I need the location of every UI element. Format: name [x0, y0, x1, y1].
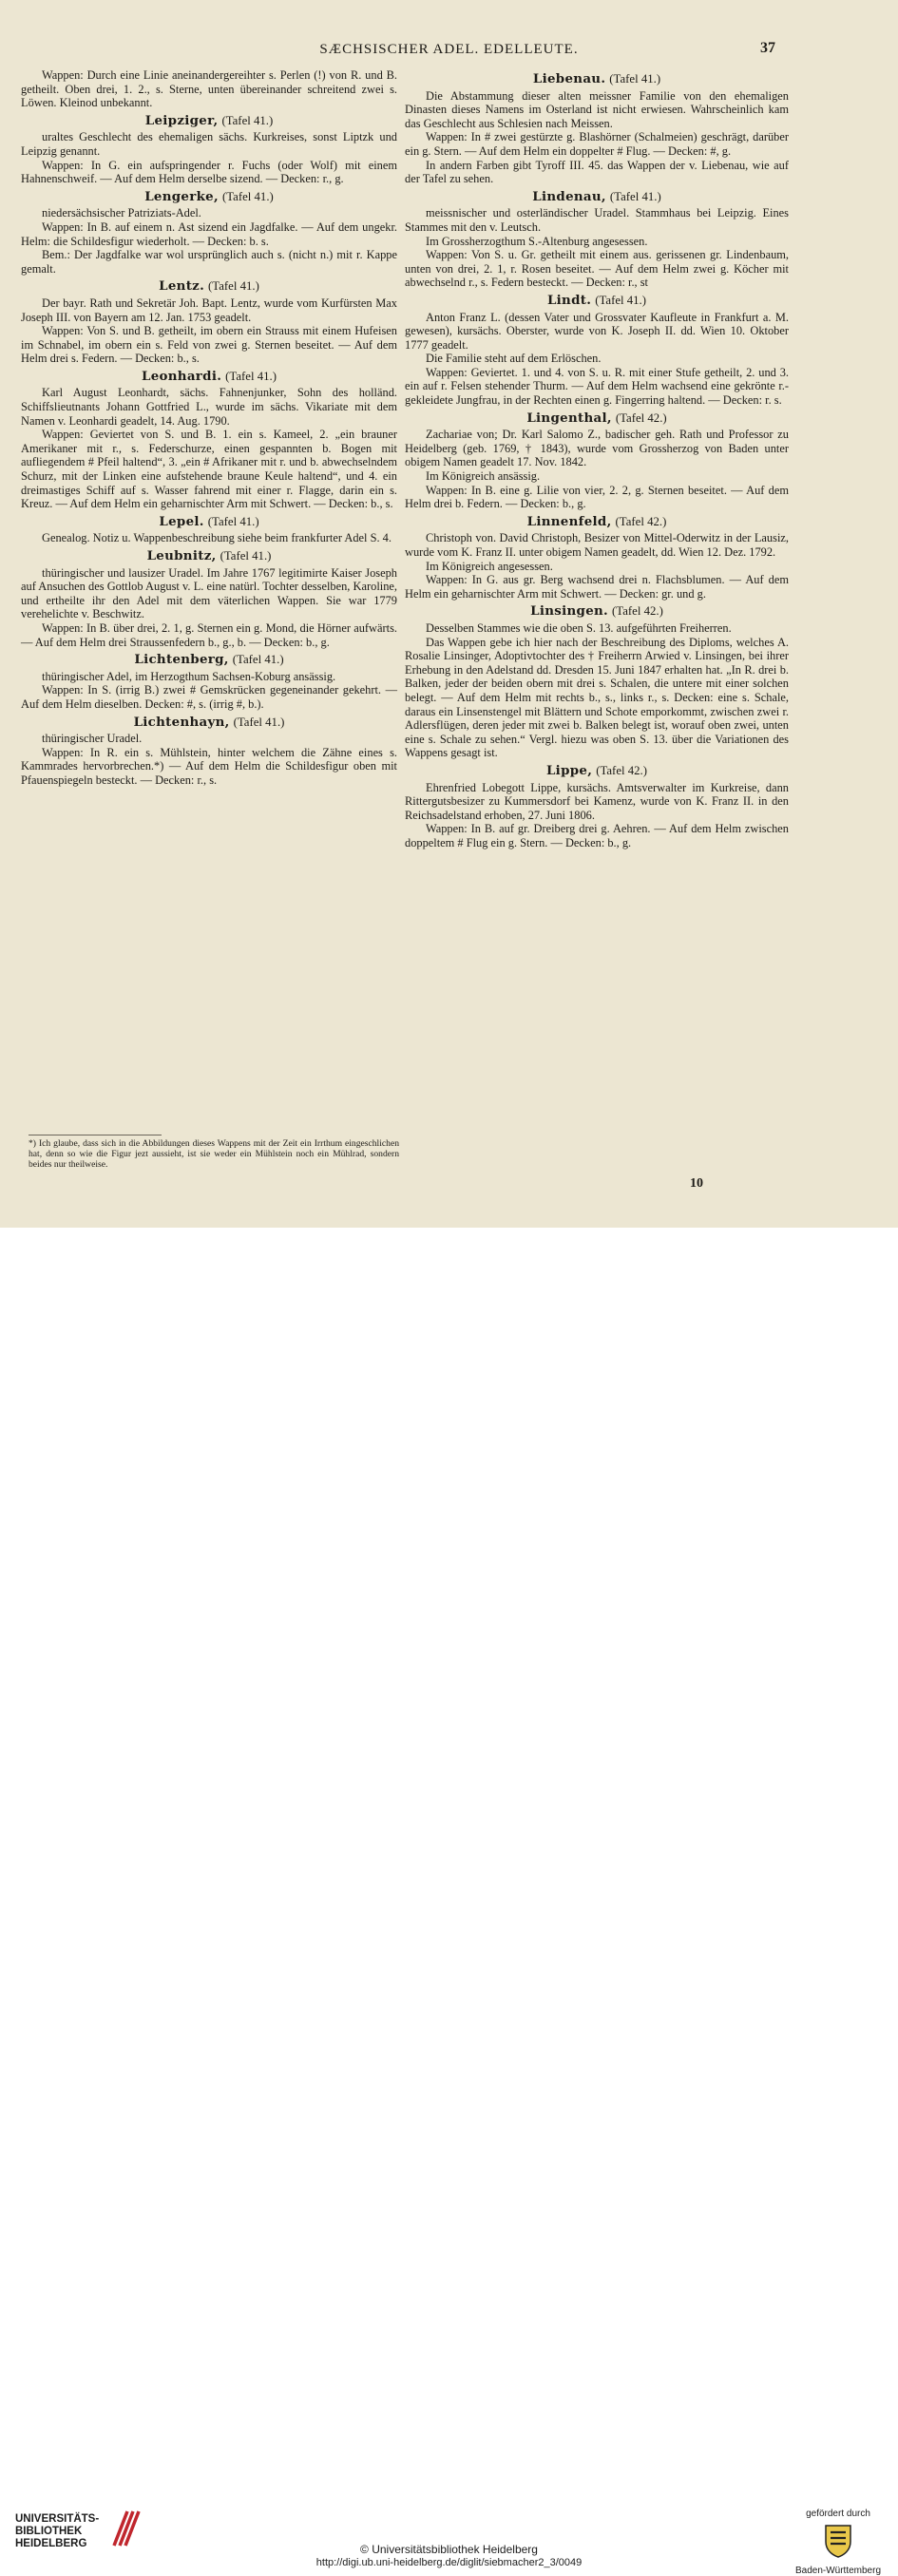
plate-reference: (Tafel 41.)	[232, 653, 284, 667]
viewer-footer	[0, 1228, 898, 2576]
entry-paragraph: Christoph von. David Christoph, Besizer von Mittel-Oderwitz in der Lausiz, wurde vom K. Franz II. unter obigem Namen geadelt, dd. Wien 12. Dez. 1792.	[405, 531, 789, 559]
plate-reference: (Tafel 42.)	[596, 763, 648, 777]
entry-paragraph: Wappen: In # zwei gestürzte g. Blashörner (Schalmeien) geschrägt, darüber ein g. Stern. — Auf dem Helm ein doppelter # Flug. — Decken: #, g.	[405, 130, 789, 158]
entry	[405, 515, 789, 601]
entry-paragraph: Zachariae von; Dr. Karl Salomo Z., badischer geh. Rath und Professor zu Heidelberg (geb. 1769, † 1843), wurde vom Grossherzog von Baden unter obigem Namen geadelt 17. Nov. 1842.	[405, 428, 789, 469]
entry-paragraph: Wappen: Von S. u. Gr. getheilt mit einem aus. gerissenen gr. Lindenbaum, unten von drei, 2. 1, r. Rosen beseitet. — Auf dem Helm zwei g. Köcher mit abwechselnd r., s. Federn besteckt. — Decken: r., st	[405, 248, 789, 290]
entry	[21, 515, 397, 545]
family-name: Lichtenhayn,	[133, 714, 230, 730]
entry	[405, 294, 789, 408]
entry-heading	[405, 294, 789, 308]
entry-paragraph: Genealog. Notiz u. Wappenbeschreibung siehe beim frankfurter Adel S. 4.	[42, 531, 392, 545]
baden-wuerttemberg-arms-icon	[823, 2523, 853, 2559]
family-name: Lindenau,	[532, 188, 606, 204]
family-name: Lentz.	[159, 278, 205, 295]
entry-paragraph: Karl August Leonhardt, sächs. Fahnenjunker, Sohn des holländ. Schiffslieutnants Johann Gottfried L., wurde im sächs. Vikariate mit dem Namen v. Leonhardi geadelt, 14. Aug. 1790.	[21, 386, 397, 428]
plate-reference: (Tafel 41.)	[221, 113, 274, 127]
entry-heading	[405, 411, 789, 426]
permalink[interactable]: http://digi.ub.uni-heidelberg.de/diglit/siebmacher2_3/0049	[315, 2557, 583, 2568]
entry-paragraph: Ehrenfried Lobegott Lippe, kursächs. Amtsverwalter im Kurkreise, dann Rittergutsbesizer zu Kummersdorf bei Kamenz, wurde von K. Franz II. in den Reichsadelstand erhoben, 27. Juni 1806.	[405, 780, 789, 822]
entry	[405, 72, 789, 186]
entry-paragraph: Im Königreich ansässig.	[426, 469, 541, 484]
entry	[21, 549, 397, 649]
entry-paragraph: Wappen: In G. ein aufspringender r. Fuchs (oder Wolf) mit einem Hahnenschweif. — Auf dem Helm derselbe sizend. — Decken: r., g.	[21, 158, 397, 186]
entry	[21, 279, 397, 366]
family-name: Lepel.	[159, 513, 204, 529]
entry-paragraph: Wappen: Geviertet. 1. und 4. von S. u. R. mit einer Stufe getheilt, 2. und 3. ein auf r. Felsen stehender Thurm. — Auf dem Helm wachsend eine gekrönte r.-gekleidete Jungfrau, in der Rechten einen g. Fingerring haltend. — Decken: r. s.	[405, 365, 789, 408]
entry-heading	[405, 190, 789, 204]
entry-heading	[21, 279, 397, 294]
entry-paragraph: Wappen: In S. (irrig B.) zwei # Gemskrücken gegeneinander gekehrt. — Auf dem Helm dieselben. Decken: #, s. (irrig #, b.).	[21, 683, 397, 711]
entry-paragraph: Die Familie steht auf dem Erlöschen.	[426, 352, 602, 366]
plate-reference: (Tafel 41.)	[207, 514, 259, 528]
entry-heading	[405, 72, 789, 86]
entry-paragraph: Wappen: In R. ein s. Mühlstein, hinter welchem die Zähne eines s. Kammrades hervorbrechen.*) — Auf dem Helm die Schildesfigur oben mit Pfauenspiegeln besteckt. — Decken: r., s.	[21, 745, 397, 787]
running-title: SÆCHSISCHER ADEL. EDELLEUTE.	[319, 42, 579, 57]
entry-heading	[405, 764, 789, 778]
right-column	[405, 68, 789, 849]
family-name: Leubnitz,	[146, 548, 217, 563]
entry	[405, 764, 789, 850]
plate-reference: (Tafel 41.)	[609, 189, 661, 203]
entry	[21, 114, 397, 186]
entry	[405, 190, 789, 290]
family-name: Lippe,	[545, 762, 593, 778]
plate-reference: (Tafel 41.)	[220, 549, 272, 563]
entry	[21, 190, 397, 277]
entry-heading	[21, 190, 397, 204]
entry	[21, 653, 397, 711]
entry-paragraph: meissnischer und osterländischer Uradel. Stammhaus bei Leipzig. Eines Stammes mit den v. Leutsch.	[405, 206, 789, 234]
entry-paragraph: niedersächsischer Patriziats-Adel.	[42, 206, 201, 220]
entry-heading	[21, 114, 397, 128]
entry-paragraph: Die Abstammung dieser alten meissner Familie von den ehemaligen Dinasten dieses Namens im Osterland ist nicht erwiesen. Wahrscheinlich kam das Geschlecht aus Schlesien nach Meissen.	[405, 88, 789, 130]
copyright-notice: © Universitätsbibliothek Heidelberg	[360, 2543, 538, 2556]
sheet-signature: 10	[690, 1176, 703, 1191]
entry-heading	[405, 515, 789, 529]
entry-paragraph: Wappen: Geviertet von S. und B. 1. ein s. Kameel, 2. „ein brauner Amerikaner mit r., s. Federschurze, einen gespannten b. Bogen mit aufliegendem # Pfeil haltend“, 3. „ein # Afrikaner mit r. und b. abwechselndem Schurz, mit der Linken eine aufstehende braune Keule haltend“, und 4. ein dreimastiges Schiff auf s. Wasser fahrend mit einer r. Flagge, darin ein s. Kreuz. — Auf dem Helm ein geharnischter Arm mit Schwert. — Decken: b., s.	[21, 428, 397, 511]
entry-paragraph: thüringischer Adel, im Herzogthum Sachsen-Koburg ansässig.	[42, 669, 336, 683]
entry-paragraph: Anton Franz L. (dessen Vater und Grossvater Kaufleute in Frankfurt a. M. gewesen), kursächs. Oberster, wurde von K. Joseph II. dd. Wien 10. Oktober 1777 geadelt.	[405, 310, 789, 352]
library-name-line: HEIDELBERG	[15, 2538, 87, 2549]
library-name-line: UNIVERSITÄTS-	[15, 2513, 100, 2525]
family-name: Lindt.	[546, 292, 592, 308]
entry	[405, 411, 789, 511]
entry-paragraph: Wappen: In G. aus gr. Berg wachsend drei n. Flachsblumen. — Auf dem Helm ein geharnischter Arm mit Schwert. — Decken: gr. und g.	[405, 573, 789, 601]
family-name: Leipziger,	[144, 112, 219, 128]
entry-paragraph: Wappen: In B. auf gr. Dreiberg drei g. Aehren. — Auf dem Helm zwischen doppeltem # Flug ein g. Stern. — Decken: b., g.	[405, 822, 789, 849]
entry-paragraph: Desselben Stammes wie die oben S. 13. aufgeführten Freiherren.	[426, 620, 732, 635]
entry-paragraph: Wappen: In B. auf einem n. Ast sizend ein Jagdfalke. — Auf dem ungekr. Helm: die Schildesfigur wiederholt. — Decken: b. s.	[21, 219, 397, 248]
plate-reference: (Tafel 41.)	[609, 72, 661, 86]
plate-reference: (Tafel 42.)	[615, 514, 667, 528]
entry-heading	[21, 653, 397, 667]
plate-reference: (Tafel 42.)	[615, 410, 667, 425]
entry-paragraph: Im Grossherzogthum S.-Altenburg angesessen.	[426, 234, 648, 248]
entry-paragraph: Bem.: Der Jagdfalke war wol ursprünglich auch s. (nicht n.) mit r. Kappe gemalt.	[21, 248, 397, 276]
plate-reference: (Tafel 41.)	[225, 369, 277, 383]
family-name: Leonhardi.	[141, 368, 222, 384]
plate-reference: (Tafel 42.)	[612, 604, 663, 619]
entry-paragraph: thüringischer Uradel.	[42, 732, 143, 746]
family-name: Liebenau.	[532, 71, 606, 86]
page-number: 37	[760, 40, 775, 56]
entry-paragraph: Das Wappen gebe ich hier nach der Beschreibung des Diploms, welches A. Rosalie Linsinger, Adoptivtochter des † Freiherrn Arwied v. Linsingen, bei ihrer Erhebung in den Adelstand dd. Dresden 15. Juni 1847 erhalten hat. „In R. drei b. Balken, jeder der beiden obern mit drei s. Schalen, die untere mit einer solchen belegt. — Auf dem Helm mit rechts b., s., links r., s. Decken: eine s. Schale, daraus ein Linsenstengel mit Blättern und Schote emporkommt, zwischen zwei r. Adlersflügen, deren jeder mit zwei b. Balken belegt ist, worauf oben zwei, unten eine s. Schale zu sehen.“ Vergl. hiezu was oben S. 13. über die Variationen des Wappens gesagt ist.	[405, 635, 789, 760]
entry-heading	[21, 370, 397, 384]
funding-notice[interactable]	[791, 2509, 886, 2576]
entry-heading	[21, 716, 397, 730]
entry	[21, 68, 397, 110]
entry	[405, 604, 789, 760]
scanned-page	[0, 0, 898, 1228]
entry-paragraph: In andern Farben gibt Tyroff III. 45. das Wappen der v. Liebenau, wie auf der Tafel zu sehen.	[405, 158, 789, 186]
funded-by-label: gefördert durch	[806, 2509, 870, 2519]
entry-paragraph: Wappen: Durch eine Linie aneinandergereihter s. Perlen (!) von R. und B. getheilt. Oben drei, 1. 2., s. Sterne, unten übereinander schreitend zwei s. Löwen. Kleinod unbekannt.	[21, 68, 397, 110]
entry-paragraph: Der bayr. Rath und Sekretär Joh. Bapt. Lentz, wurde vom Kurfürsten Max Joseph III. von Bayern am 12. Jan. 1753 geadelt.	[21, 296, 397, 324]
family-name: Lichtenberg,	[134, 652, 229, 668]
entry-paragraph: Wappen: In B. über drei, 2. 1, g. Sternen ein g. Mond, die Hörner aufwärts. — Auf dem Helm drei Straussenfedern b., g., b. — Decken: b., g.	[21, 620, 397, 649]
entry-heading	[21, 515, 397, 529]
funder-name: Baden-Württemberg	[794, 2566, 882, 2576]
footnote-text: *) Ich glaube, dass sich in die Abbildungen dieses Wappens mit der Zeit ein Irrthum eingeschlichen hat, denn so wie die Figur jezt aussieht, ist sie weder ein Mühlstein noch ein Mühlrad, sondern beides nur theilweise.	[29, 1138, 399, 1170]
footnote	[29, 1135, 399, 1170]
family-name: Linnenfeld,	[526, 513, 612, 529]
entry-paragraph: Wappen: Von S. und B. getheilt, im obern ein Strauss mit einem Hufeisen im Schnabel, im obern ein s. Feld von zwei g. Sternen beseitet. — Auf dem Helm drei s. Federn. — Decken: b., s.	[21, 324, 397, 366]
entry-paragraph: uraltes Geschlecht des ehemaligen sächs. Kurkreises, sonst Liptzk und Leipzig genannt.	[21, 130, 397, 158]
library-name-line: BIBLIOTHEK	[15, 2526, 83, 2537]
entry-paragraph: thüringischer und lausizer Uradel. Im Jahre 1767 legitimirte Kaiser Joseph auf Ansuchen des Gottlob August v. L. eine natürl. Tochter desselben, Karoline, und ertheilte ihr den Adel mit dem väterlichen Wappen. Sie war 1779 verehelichte v. Beschwitz.	[21, 565, 397, 621]
left-column	[21, 68, 397, 788]
family-name: Linsingen.	[530, 603, 609, 620]
entry-paragraph: Wappen: In B. eine g. Lilie von vier, 2. 2, g. Sternen beseitet. — Auf dem Helm drei b. Federn. — Decken: b., g.	[405, 483, 789, 511]
entry-heading	[405, 604, 789, 619]
plate-reference: (Tafel 41.)	[595, 293, 647, 307]
family-name: Lingenthal,	[526, 410, 612, 426]
plate-reference: (Tafel 41.)	[221, 189, 274, 203]
entry-heading	[21, 549, 397, 563]
entry	[21, 370, 397, 511]
family-name: Lengerke,	[144, 188, 219, 204]
entry-paragraph: Im Königreich angesessen.	[426, 559, 553, 573]
plate-reference: (Tafel 41.)	[233, 715, 285, 729]
plate-reference: (Tafel 41.)	[208, 279, 259, 294]
entry	[21, 716, 397, 788]
